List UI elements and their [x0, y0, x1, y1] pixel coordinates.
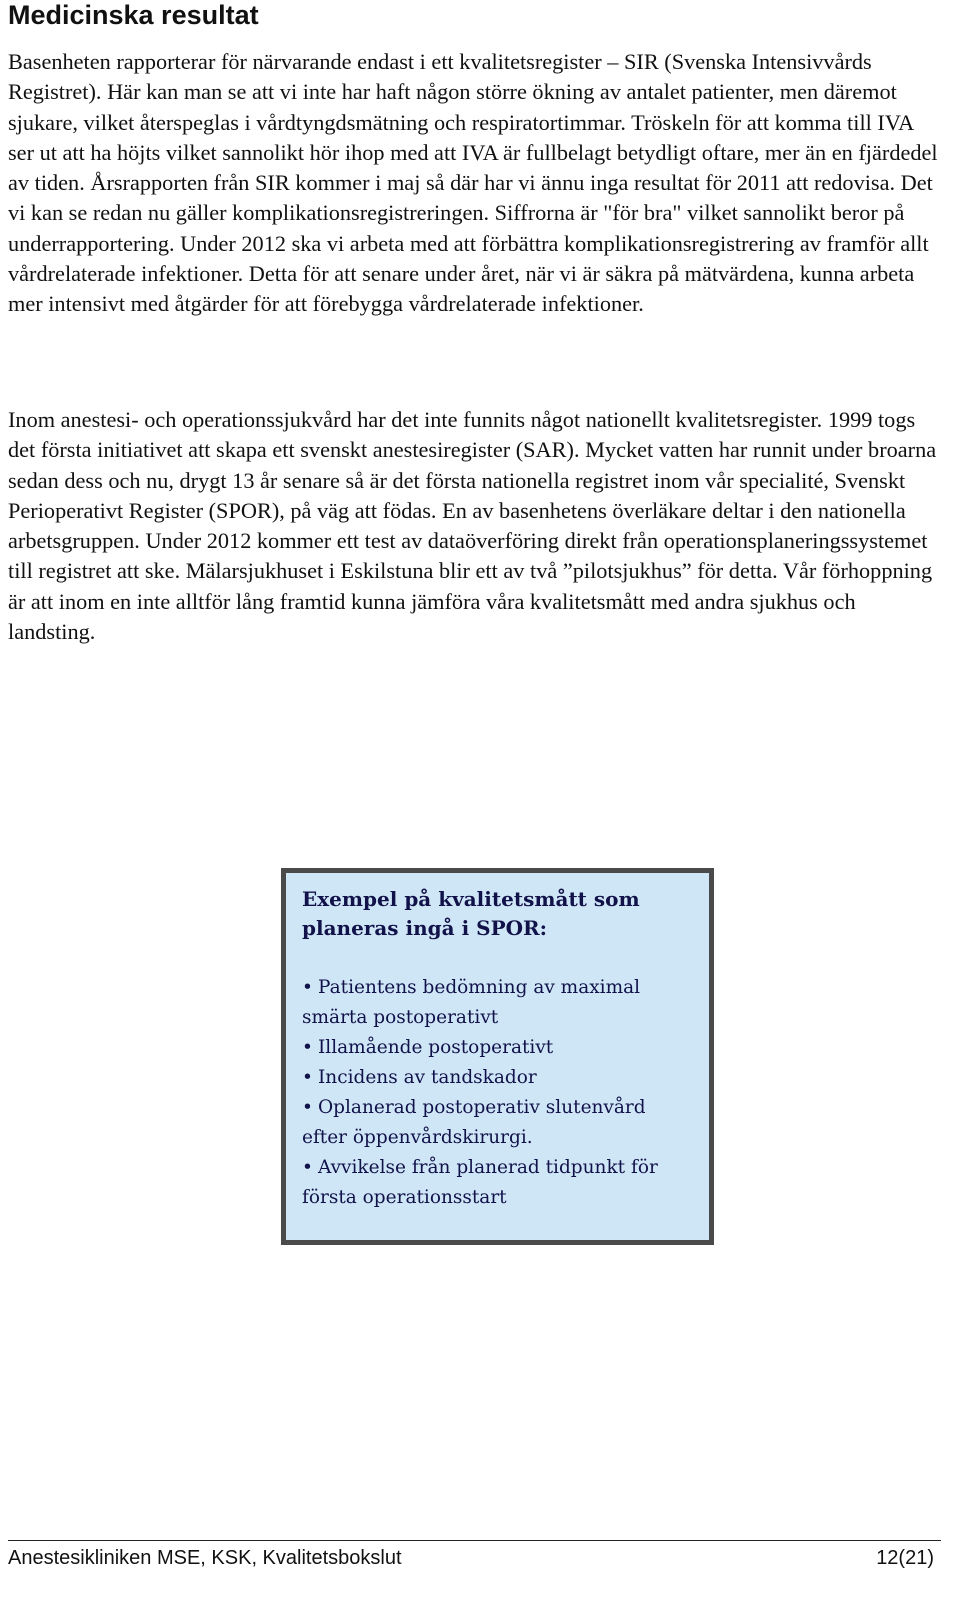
- figure-title-line-2: planeras ingå i SPOR:: [302, 916, 548, 940]
- paragraph-sir: Basenheten rapporterar för närvarande endast i ett kvalitetsregister – SIR (Svenska Intensivvårds Registret). Här kan man se att vi inte har haft någon större ökning av antalet patienter, men däremot sjukare, vilket återspeglas i vårdtyngdsmätning och respiratortimmar. Tröskeln för att komma till IVA ser ut att ha höjts vilket sannolikt hör ihop med att IVA är fullbelagt betydligt oftare, mer än en fjärdedel av tiden. Årsrapporten från SIR kommer i maj så där har vi ännu inga resultat för 2011 att redovisa. Det vi kan se redan nu gäller komplikationsregistreringen. Siffrorna är "för bra" vilket sannolikt beror på underrapportering. Under 2012 ska vi arbeta med att förbättra komplikationsregistrering av framför allt vårdrelaterade infektioner. Detta för att senare under året, när vi är säkra på mätvärdena, kunna arbeta mer intensivt med åtgärder för att förebygga vårdrelaterade infektioner.: [8, 49, 938, 317]
- footer-page-number: 12(21): [876, 1547, 934, 1569]
- list-item-text: Oplanerad postoperativ slutenvård: [318, 1097, 646, 1118]
- quality-measures-list: [302, 973, 702, 1213]
- list-item: [302, 1063, 702, 1093]
- list-item: [302, 1093, 702, 1153]
- paragraph-spor: Inom anestesi- och operationssjukvård har det inte funnits något nationellt kvalitetsregister. 1999 togs det första initiativet att skapa ett svenskt anestesiregister (SAR). Mycket vatten har runnit under broarna sedan dess och nu, drygt 13 år senare så är det första nationella registret inom vår specialité, Svenskt Perioperativt Register (SPOR), på väg att födas. En av basenhetens överläkare deltar i den nationella arbetsgruppen. Under 2012 kommer ett test av dataöverföring direkt från operationsplaneringssystemet till registret att ske. Mälarsjukhuset i Eskilstuna blir ett av två ”pilotsjukhus” för detta. Vår förhoppning är att inom en inte alltför lång framtid kunna jämföra våra kvalitetsmått med andra sjukhus och landsting.: [8, 407, 937, 645]
- bullet-icon: •: [302, 1157, 313, 1178]
- list-item-text-continued: första operationsstart: [302, 1187, 507, 1208]
- list-item-text: Incidens av tandskador: [318, 1067, 537, 1088]
- spor-quality-measures-figure: [281, 868, 714, 1245]
- list-item: [302, 973, 702, 1033]
- footer-document-title: Anestesikliniken MSE, KSK, Kvalitetsbokslut: [8, 1547, 402, 1569]
- list-item-text-continued: smärta postoperativt: [302, 1007, 499, 1028]
- list-item-text: Illamående postoperativt: [318, 1037, 554, 1058]
- bullet-icon: •: [302, 1037, 313, 1058]
- list-item-text-continued: efter öppenvårdskirurgi.: [302, 1127, 533, 1148]
- figure-title: [302, 885, 702, 943]
- bullet-icon: •: [302, 977, 313, 998]
- bullet-icon: •: [302, 1067, 313, 1088]
- bullet-icon: •: [302, 1097, 313, 1118]
- figure-title-line-1: Exempel på kvalitetsmått som: [302, 887, 640, 911]
- list-item-text: Avvikelse från planerad tidpunkt för: [318, 1157, 658, 1178]
- page-title: Medicinska resultat: [8, 0, 259, 30]
- footer-divider: [8, 1540, 941, 1541]
- list-item: [302, 1153, 702, 1213]
- list-item: [302, 1033, 702, 1063]
- list-item-text: Patientens bedömning av maximal: [318, 977, 641, 998]
